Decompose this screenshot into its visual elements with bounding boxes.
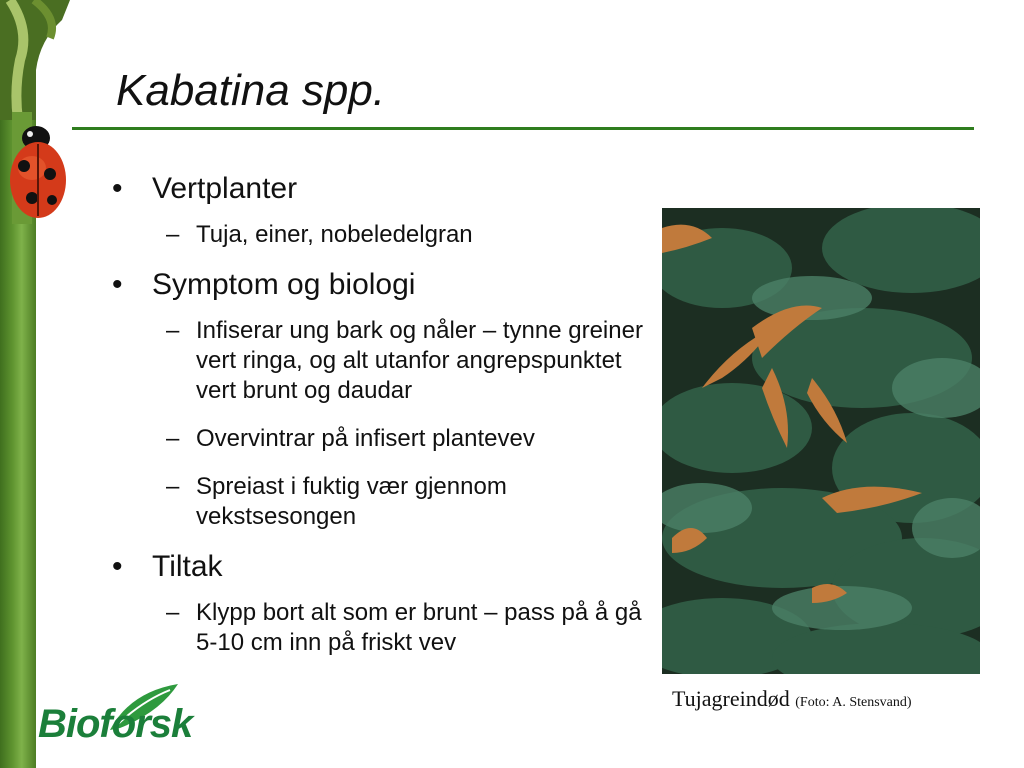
sub-bullet-marker: – xyxy=(166,221,180,248)
bullet-marker: • xyxy=(112,550,123,583)
bullet-item xyxy=(112,550,652,584)
sub-bullet-marker: – xyxy=(166,425,180,452)
bullet-item xyxy=(112,172,652,206)
bullet-marker: • xyxy=(112,268,123,301)
sub-bullet-item xyxy=(112,220,652,250)
bullet-text: Symptom og biologi xyxy=(152,268,416,301)
photo-caption xyxy=(672,686,912,712)
sub-bullet-marker: – xyxy=(166,317,180,344)
photo-credit: (Foto: A. Stensvand) xyxy=(795,695,912,710)
ladybug-image xyxy=(2,112,70,224)
bullet-marker: • xyxy=(112,172,123,205)
bullet-text: Vertplanter xyxy=(152,172,298,205)
sub-bullet-item xyxy=(112,424,652,454)
sub-bullet-text: Spreiast i fuktig vær gjennom vekstsesongen xyxy=(196,473,507,530)
sub-bullet-item xyxy=(112,598,652,658)
bullet-item xyxy=(112,268,652,302)
sub-bullet-marker: – xyxy=(166,473,180,500)
sub-bullet-text: Tuja, einer, nobeledelgran xyxy=(196,221,473,248)
sub-bullet-text: Infiserar ung bark og nåler – tynne greiner vert ringa, og alt utanfor angrepspunktet vert brunt og daudar xyxy=(196,317,643,404)
sub-bullet-text: Overvintrar på infisert plantevev xyxy=(196,425,535,452)
thuja-photo-image xyxy=(662,208,980,674)
sub-bullet-marker: – xyxy=(166,599,180,626)
sub-bullet-item xyxy=(112,472,652,532)
sub-bullet-item xyxy=(112,316,652,406)
sub-bullet-text: Klypp bort alt som er brunt – pass på å gå 5-10 cm inn på friskt vev xyxy=(196,599,642,656)
logo-wordmark: Bioforsk xyxy=(38,702,193,746)
caption-title: Tujagreindød xyxy=(672,686,790,711)
slide-title: Kabatina spp. xyxy=(116,66,386,115)
bioforsk-logo xyxy=(38,682,193,754)
leaf-decoration-image xyxy=(0,0,70,120)
bullet-text: Tiltak xyxy=(152,550,223,583)
title-divider xyxy=(72,127,974,130)
bullet-list xyxy=(112,172,652,676)
